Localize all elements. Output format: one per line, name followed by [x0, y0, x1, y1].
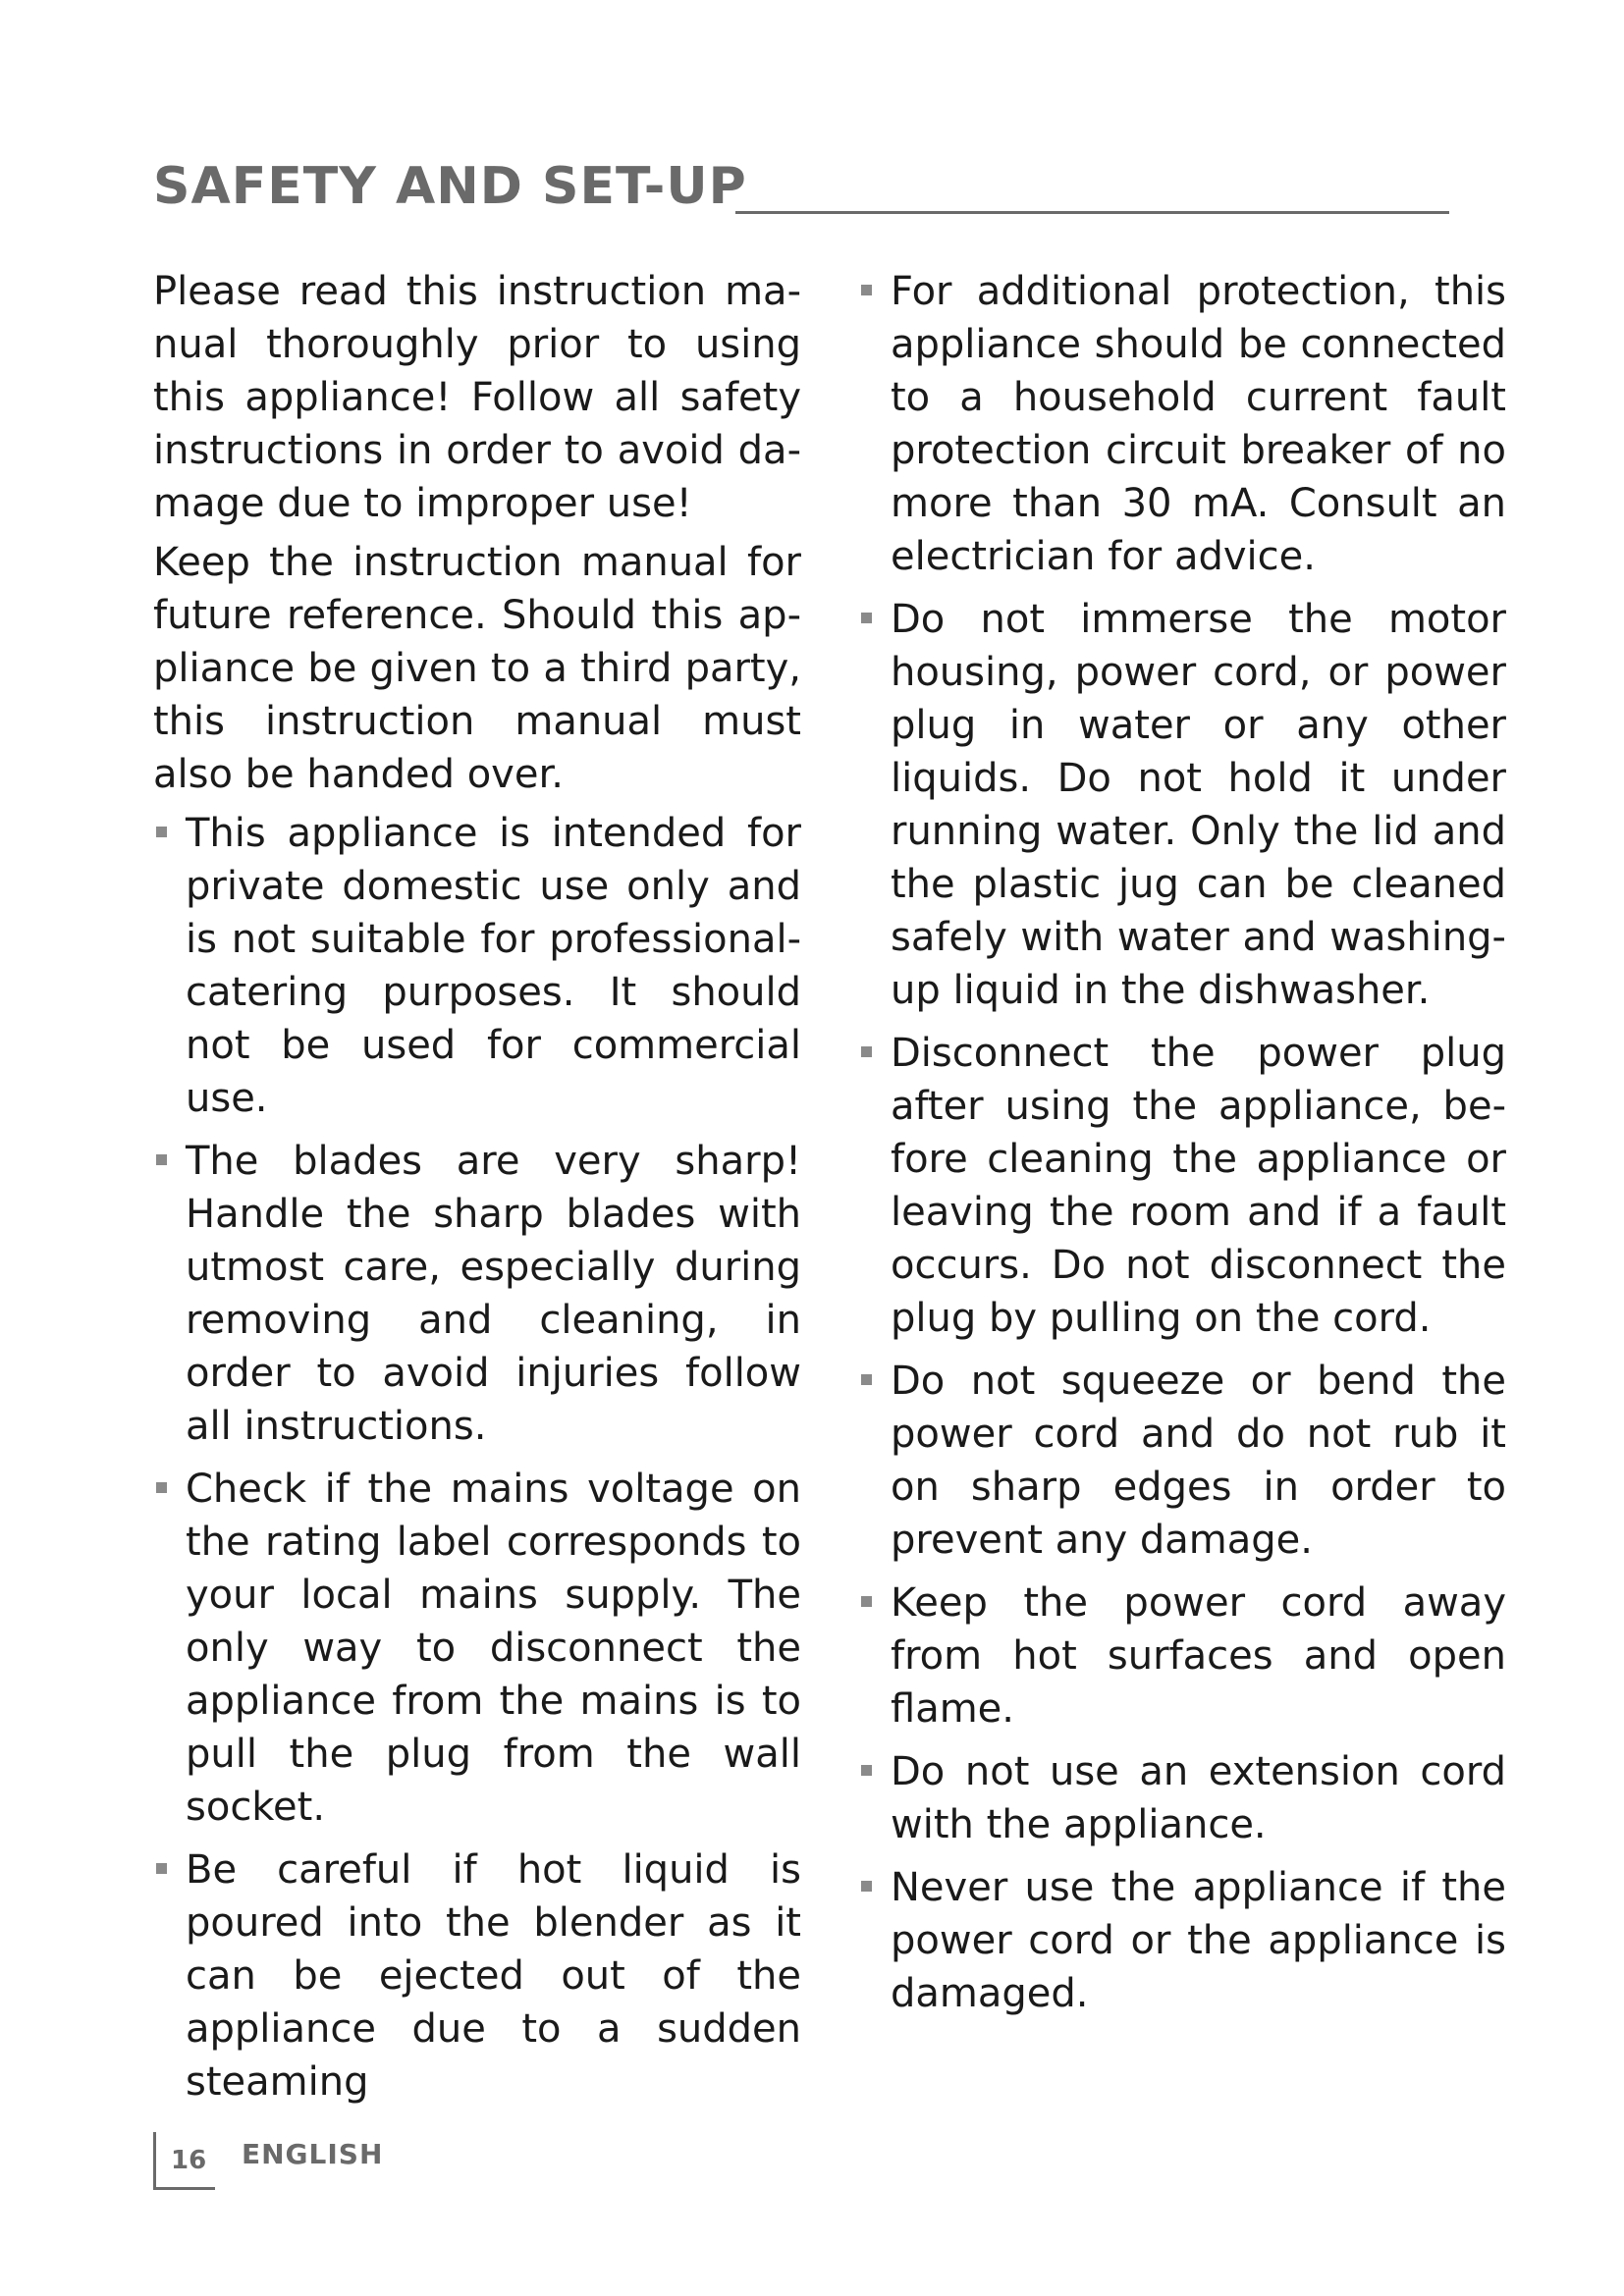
- bullet-text: Do not immerse the motor housing, power cord, or power plug in water or any other liquids. Do not hold it under running water. Only the lid and the plastic jug can be cleaned safely with water and washing-up liquid in the dishwasher.: [891, 597, 1506, 1013]
- bullet-square-icon: [156, 1154, 167, 1165]
- bullet-square-icon: [861, 1881, 872, 1892]
- bullet-text: Never use the appliance if the power cord or the appliance is damaged.: [891, 1865, 1506, 2016]
- safety-bullet-item: [153, 1843, 801, 2109]
- intro-paragraph: Keep the instruction manual for future reference. Should this appliance be given to a third party, this instruction manual must also be handed over.: [153, 540, 801, 797]
- bullet-square-icon: [156, 827, 167, 837]
- safety-bullet-item: [858, 1027, 1506, 1345]
- page-title: SAFETY AND SET-UP: [153, 157, 747, 216]
- page-number: 16: [171, 2146, 207, 2175]
- bullet-text: Be careful if hot liquid is poured into the blender as it can be ejected out of the appliance due to a sudden steaming: [186, 1847, 801, 2105]
- page-header: [153, 152, 1449, 221]
- bullet-text: For additional protection, this appliance should be connected to a household current fault protection circuit breaker of no more than 30 mA. Consult an electrician for advice.: [891, 269, 1506, 579]
- language-label: ENGLISH: [242, 2138, 384, 2170]
- header-rule: [735, 211, 1449, 214]
- safety-bullet-item: [858, 593, 1506, 1017]
- bullet-square-icon: [861, 1046, 872, 1057]
- bullet-text: Check if the mains voltage on the rating label corresponds to your local mains supply. The only way to disconnect the appliance from the mains is to pull the plug from the wall socket.: [186, 1467, 801, 1830]
- safety-bullet-item: [153, 807, 801, 1125]
- safety-bullet-item: [153, 1135, 801, 1453]
- safety-bullet-item: [858, 1745, 1506, 1851]
- bullet-square-icon: [861, 613, 872, 623]
- bullet-square-icon: [861, 1765, 872, 1776]
- bullet-text: The blades are very sharp! Handle the sharp blades with utmost care, especially during removing and cleaning, in order to avoid injuries follow all instructions.: [186, 1139, 801, 1449]
- safety-bullet-item: [858, 1861, 1506, 2020]
- safety-bullet-item: [858, 265, 1506, 583]
- bullet-square-icon: [156, 1482, 167, 1493]
- bullet-text: Keep the power cord away from hot surfaces and open flame.: [891, 1580, 1506, 1732]
- bullet-square-icon: [861, 1596, 872, 1607]
- safety-bullet-item: [858, 1576, 1506, 1735]
- bullet-text: Do not squeeze or bend the power cord and do not rub it on sharp edges in order to prevent any damage.: [891, 1359, 1506, 1563]
- right-column: [858, 265, 1506, 2030]
- left-column: [153, 265, 801, 2118]
- safety-bullet-item: [858, 1355, 1506, 1567]
- bullet-text: Do not use an extension cord with the appliance.: [891, 1749, 1506, 1847]
- bullet-square-icon: [861, 285, 872, 295]
- bullet-text: This appliance is intended for private domestic use only and is not suitable for professional-catering purposes. It should not be used for commercial use.: [186, 811, 801, 1121]
- intro-paragraph: Please read this instruction manual thoroughly prior to using this appliance! Follow all safety instructions in order to avoid damage due to improper use!: [153, 269, 801, 526]
- bullet-text: Disconnect the power plug after using the appliance, before cleaning the appliance or leaving the room and if a fault occurs. Do not disconnect the plug by pulling on the cord.: [891, 1031, 1506, 1341]
- bullet-square-icon: [156, 1863, 167, 1874]
- safety-bullet-item: [153, 1463, 801, 1834]
- page-footer: [153, 2132, 448, 2189]
- bullet-square-icon: [861, 1374, 872, 1385]
